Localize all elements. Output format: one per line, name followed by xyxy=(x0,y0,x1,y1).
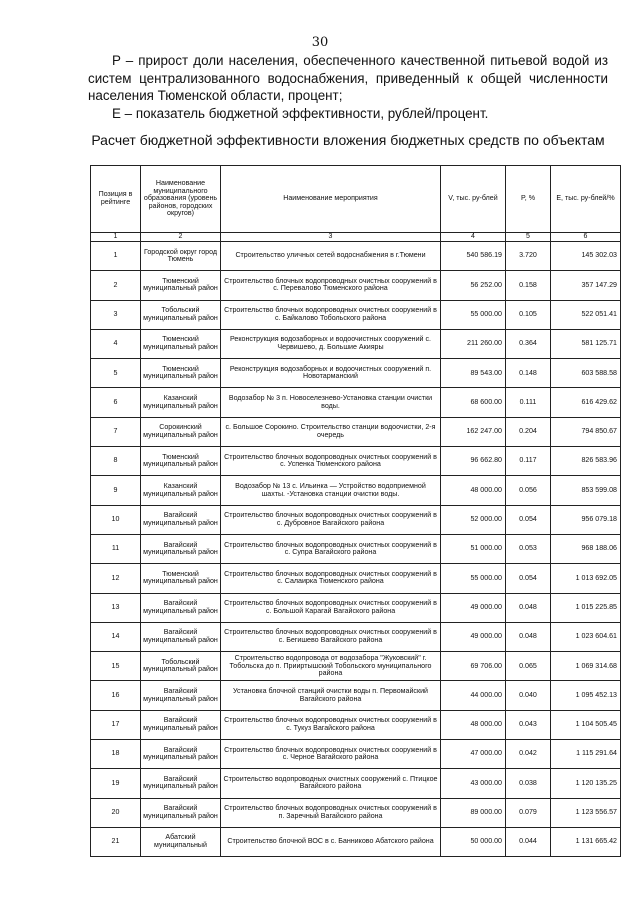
cell-p: 0.053 xyxy=(506,534,551,563)
cell-p: 0.038 xyxy=(506,769,551,798)
cell-e: 357 147.29 xyxy=(551,271,621,300)
intro-paragraph-e: E – показатель бюджетной эффективности, рублей/процент. xyxy=(112,105,489,121)
cell-rank: 19 xyxy=(91,769,141,798)
cell-v: 49 000.00 xyxy=(441,622,506,651)
table-row xyxy=(91,769,621,798)
cell-p: 0.105 xyxy=(506,300,551,329)
table-row xyxy=(91,447,621,476)
budget-efficiency-table xyxy=(90,165,621,857)
cell-rank: 1 xyxy=(91,242,141,271)
cell-measure: Строительство блочной ВОС в с. Банниково Абатского района xyxy=(221,827,441,856)
table-row xyxy=(91,740,621,769)
cell-v: 56 252.00 xyxy=(441,271,506,300)
cell-e: 1 013 692.05 xyxy=(551,564,621,593)
cell-p: 3.720 xyxy=(506,242,551,271)
cell-measure: Установка блочной станций очистки воды п. Первомайский Вагайского района xyxy=(221,681,441,710)
table-row xyxy=(91,622,621,651)
table-row xyxy=(91,798,621,827)
cell-v: 47 000.00 xyxy=(441,740,506,769)
table-row xyxy=(91,652,621,681)
header-municipality: Наименование муниципального образования (уровень районов, городских округов) xyxy=(141,166,221,233)
cell-municipality: Вагайский муниципальный район xyxy=(141,593,221,622)
cell-v: 96 662.80 xyxy=(441,447,506,476)
cell-e: 956 079.18 xyxy=(551,505,621,534)
cell-p: 0.054 xyxy=(506,505,551,534)
cell-p: 0.054 xyxy=(506,564,551,593)
cell-p: 0.079 xyxy=(506,798,551,827)
cell-p: 0.111 xyxy=(506,388,551,417)
cell-v: 89 000.00 xyxy=(441,798,506,827)
cell-p: 0.048 xyxy=(506,622,551,651)
cell-e: 522 051.41 xyxy=(551,300,621,329)
table-row xyxy=(91,388,621,417)
page-number: 30 xyxy=(311,35,329,50)
table-row xyxy=(91,505,621,534)
header-e: E, тыс. ру-блей/% xyxy=(551,166,621,233)
cell-rank: 12 xyxy=(91,564,141,593)
cell-p: 0.158 xyxy=(506,271,551,300)
cell-e: 603 588.58 xyxy=(551,359,621,388)
cell-measure: Строительство блочных водопроводных очистных сооружений в с. Салаирка Тюменского района xyxy=(221,564,441,593)
cell-p: 0.148 xyxy=(506,359,551,388)
cell-v: 48 000.00 xyxy=(441,476,506,505)
cell-e: 853 599.08 xyxy=(551,476,621,505)
cell-e: 145 302.03 xyxy=(551,242,621,271)
cell-municipality: Тобольский муниципальный район xyxy=(141,300,221,329)
cell-rank: 15 xyxy=(91,652,141,681)
cell-municipality: Городской округ город Тюмень xyxy=(141,242,221,271)
intro-text xyxy=(88,52,608,122)
cell-rank: 16 xyxy=(91,681,141,710)
cell-measure: Строительство блочных водопроводных очистных сооружений в с. Перевалово Тюменского района xyxy=(221,271,441,300)
table-body xyxy=(91,242,621,857)
cell-municipality: Казанский муниципальный район xyxy=(141,476,221,505)
cell-rank: 21 xyxy=(91,827,141,856)
cell-measure: Строительство блочных водопроводных очистных сооружений в с. Байкалово Тобольского района xyxy=(221,300,441,329)
cell-rank: 2 xyxy=(91,271,141,300)
cell-v: 49 000.00 xyxy=(441,593,506,622)
cell-v: 43 000.00 xyxy=(441,769,506,798)
cell-rank: 8 xyxy=(91,447,141,476)
table-row xyxy=(91,359,621,388)
cell-municipality: Вагайский муниципальный район xyxy=(141,740,221,769)
cell-measure: Строительство блочных водопроводных очистных сооружений в с. Успенка Тюменского района xyxy=(221,447,441,476)
cell-rank: 18 xyxy=(91,740,141,769)
cell-p: 0.042 xyxy=(506,740,551,769)
cell-municipality: Вагайский муниципальный район xyxy=(141,681,221,710)
cell-rank: 11 xyxy=(91,534,141,563)
cell-v: 55 000.00 xyxy=(441,564,506,593)
cell-v: 162 247.00 xyxy=(441,417,506,446)
cell-municipality: Вагайский муниципальный район xyxy=(141,505,221,534)
table-row xyxy=(91,476,621,505)
cell-measure: Строительство блочных водопроводных очистных сооружений в с. Бегишево Вагайского района xyxy=(221,622,441,651)
cell-municipality: Абатский муниципальный xyxy=(141,827,221,856)
cell-e: 794 850.67 xyxy=(551,417,621,446)
table-row xyxy=(91,564,621,593)
cell-p: 0.044 xyxy=(506,827,551,856)
cell-measure: Реконструкция водозаборных и водоочистных сооружений п. Новотарманский xyxy=(221,359,441,388)
cell-e: 1 069 314.68 xyxy=(551,652,621,681)
column-number: 3 xyxy=(221,233,441,242)
cell-municipality: Вагайский муниципальный район xyxy=(141,622,221,651)
table-row xyxy=(91,329,621,358)
cell-municipality: Тюменский муниципальный район xyxy=(141,564,221,593)
cell-v: 44 000.00 xyxy=(441,681,506,710)
table-row xyxy=(91,593,621,622)
cell-p: 0.040 xyxy=(506,681,551,710)
column-number: 4 xyxy=(441,233,506,242)
header-v: V, тыс. ру-блей xyxy=(441,166,506,233)
cell-measure: Строительство уличных сетей водоснабжения в г.Тюмени xyxy=(221,242,441,271)
cell-e: 1 095 452.13 xyxy=(551,681,621,710)
column-number: 5 xyxy=(506,233,551,242)
table-row xyxy=(91,827,621,856)
cell-rank: 5 xyxy=(91,359,141,388)
cell-p: 0.117 xyxy=(506,447,551,476)
column-number: 2 xyxy=(141,233,221,242)
cell-p: 0.048 xyxy=(506,593,551,622)
cell-e: 1 104 505.45 xyxy=(551,710,621,739)
cell-v: 51 000.00 xyxy=(441,534,506,563)
cell-rank: 17 xyxy=(91,710,141,739)
cell-rank: 6 xyxy=(91,388,141,417)
cell-e: 1 115 291.64 xyxy=(551,740,621,769)
cell-measure: Реконструкция водозаборных и водоочистных сооружений с. Червишево, д. Большие Акияры xyxy=(221,329,441,358)
cell-v: 69 706.00 xyxy=(441,652,506,681)
cell-measure: Строительство блочных водопроводных очистных сооружений в п. Заречный Вагайского района xyxy=(221,798,441,827)
cell-measure: Водозабор № 3 п. Новоселезнево-Установка станции очистки воды. xyxy=(221,388,441,417)
cell-municipality: Вагайский муниципальный район xyxy=(141,534,221,563)
table-row xyxy=(91,271,621,300)
header-p: P, % xyxy=(506,166,551,233)
table-row xyxy=(91,417,621,446)
cell-rank: 9 xyxy=(91,476,141,505)
header-row xyxy=(91,166,621,233)
cell-v: 89 543.00 xyxy=(441,359,506,388)
table-row xyxy=(91,710,621,739)
cell-e: 616 429.62 xyxy=(551,388,621,417)
table-title: Расчет бюджетной эффективности вложения бюджетных средств по объектам xyxy=(91,132,605,148)
cell-e: 581 125.71 xyxy=(551,329,621,358)
cell-e: 1 015 225.85 xyxy=(551,593,621,622)
cell-v: 211 260.00 xyxy=(441,329,506,358)
cell-rank: 7 xyxy=(91,417,141,446)
cell-measure: с. Большое Сорокино. Строительство станции водоочистки, 2-я очередь xyxy=(221,417,441,446)
cell-rank: 13 xyxy=(91,593,141,622)
cell-rank: 14 xyxy=(91,622,141,651)
cell-municipality: Тюменский муниципальный район xyxy=(141,271,221,300)
cell-measure: Строительство блочных водопроводных очистных сооружений в с. Тукуз Вагайского района xyxy=(221,710,441,739)
cell-municipality: Тюменский муниципальный район xyxy=(141,329,221,358)
cell-municipality: Тобольский муниципальный район xyxy=(141,652,221,681)
cell-rank: 4 xyxy=(91,329,141,358)
cell-e: 968 188.06 xyxy=(551,534,621,563)
cell-municipality: Тюменский муниципальный район xyxy=(141,359,221,388)
header-measure: Наименование мероприятия xyxy=(221,166,441,233)
column-number-row xyxy=(91,233,621,242)
cell-rank: 10 xyxy=(91,505,141,534)
cell-measure: Строительство блочных водопроводных очистных сооружений в с. Супра Вагайского района xyxy=(221,534,441,563)
cell-municipality: Сорокинский муниципальный район xyxy=(141,417,221,446)
table-row xyxy=(91,242,621,271)
table-row xyxy=(91,534,621,563)
table-row xyxy=(91,300,621,329)
cell-municipality: Вагайский муниципальный район xyxy=(141,798,221,827)
cell-e: 1 131 665.42 xyxy=(551,827,621,856)
cell-measure: Строительство блочных водопроводных очистных сооружений в с. Дубровное Вагайского района xyxy=(221,505,441,534)
cell-v: 50 000.00 xyxy=(441,827,506,856)
cell-p: 0.043 xyxy=(506,710,551,739)
cell-p: 0.364 xyxy=(506,329,551,358)
cell-p: 0.204 xyxy=(506,417,551,446)
cell-v: 540 586.19 xyxy=(441,242,506,271)
cell-measure: Водозабор № 13 с. Ильинка — Устройство водоприемной шахты. -Установка станции очистки воды. xyxy=(221,476,441,505)
intro-paragraph-p: P – прирост доли населения, обеспеченного качественной питьевой водой из систем централизованного водоснабжения, приведенный к общей численности населения Тюменской области, процент; xyxy=(88,53,608,103)
cell-municipality: Тюменский муниципальный район xyxy=(141,447,221,476)
cell-municipality: Вагайский муниципальный район xyxy=(141,710,221,739)
cell-e: 1 023 604.61 xyxy=(551,622,621,651)
cell-v: 68 600.00 xyxy=(441,388,506,417)
cell-v: 52 000.00 xyxy=(441,505,506,534)
cell-e: 1 120 135.25 xyxy=(551,769,621,798)
cell-measure: Строительство блочных водопроводных очистных сооружений в с. Большой Карагай Вагайского района xyxy=(221,593,441,622)
cell-e: 826 583.96 xyxy=(551,447,621,476)
cell-p: 0.056 xyxy=(506,476,551,505)
table-row xyxy=(91,681,621,710)
cell-measure: Строительство блочных водопроводных очистных сооружений в с. Черное Вагайского района xyxy=(221,740,441,769)
cell-v: 48 000.00 xyxy=(441,710,506,739)
header-rank: Позиция в рейтинге xyxy=(91,166,141,233)
cell-v: 55 000.00 xyxy=(441,300,506,329)
cell-measure: Строительство водопровода от водозабора "Жуковский" г. Тобольска до п. Прииртышский Тобольского муниципального района xyxy=(221,652,441,681)
column-number: 1 xyxy=(91,233,141,242)
cell-rank: 3 xyxy=(91,300,141,329)
cell-municipality: Казанский муниципальный район xyxy=(141,388,221,417)
cell-measure: Строительство водопроводных очистных сооружений с. Птицкое Вагайского района xyxy=(221,769,441,798)
cell-municipality: Вагайский муниципальный район xyxy=(141,769,221,798)
cell-e: 1 123 556.57 xyxy=(551,798,621,827)
cell-rank: 20 xyxy=(91,798,141,827)
cell-p: 0.065 xyxy=(506,652,551,681)
column-number: 6 xyxy=(551,233,621,242)
